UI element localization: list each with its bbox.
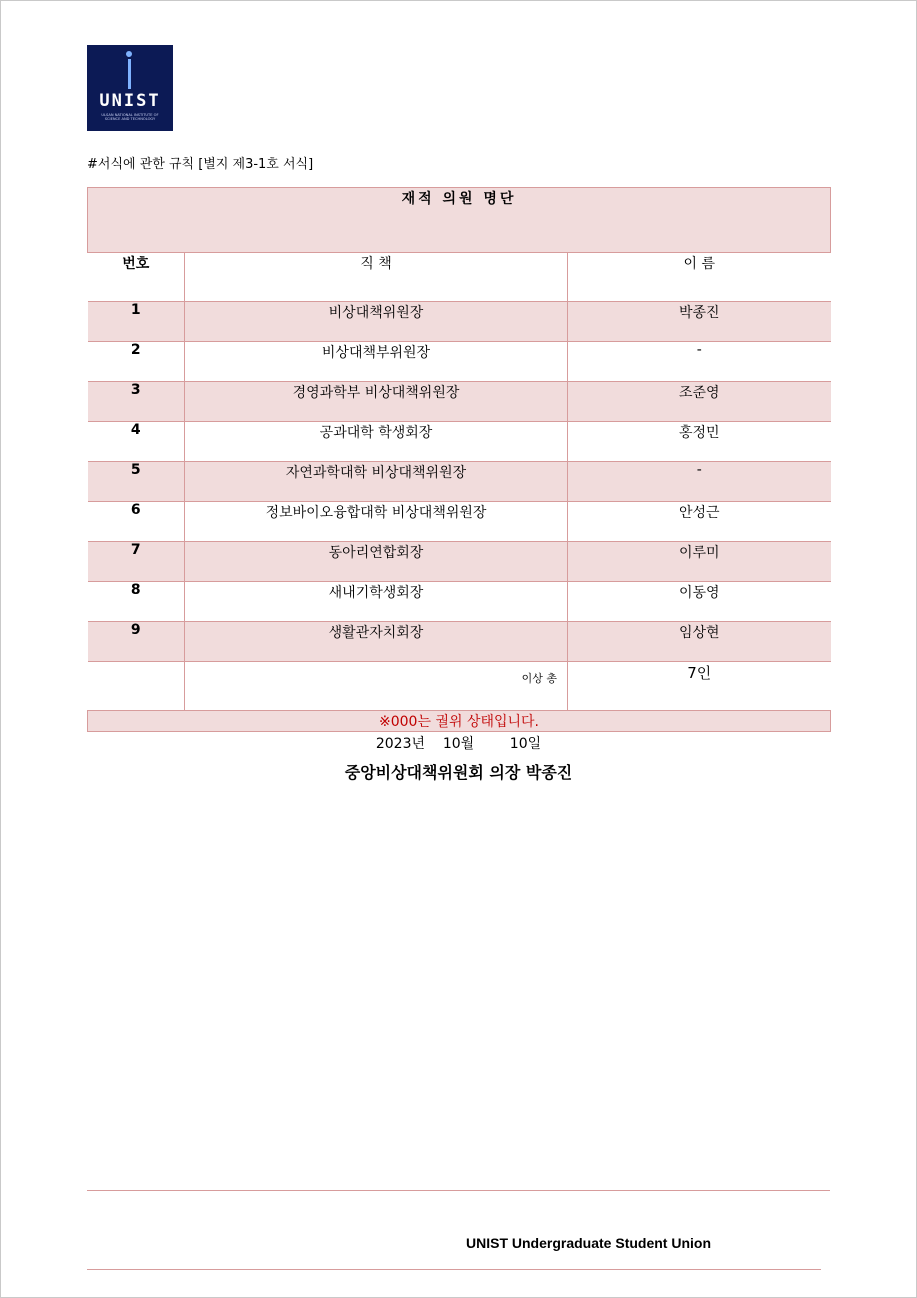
row-number: 3	[88, 382, 185, 422]
vacancy-note-row	[88, 711, 831, 732]
row-position: 공과대학 학생회장	[185, 422, 568, 462]
table-row	[88, 542, 831, 582]
document-title: 재적 의원 명단	[88, 188, 831, 253]
logo-wordmark: UNIST	[99, 91, 161, 111]
row-position: 자연과학대학 비상대책위원장	[185, 462, 568, 502]
row-name: 이루미	[568, 542, 831, 582]
footer-bottom-divider	[87, 1269, 821, 1270]
row-name: 임상현	[568, 622, 831, 662]
table-row	[88, 342, 831, 382]
footer-organization: UNIST Undergraduate Student Union	[466, 1235, 711, 1251]
unist-logo	[87, 45, 173, 131]
table-row	[88, 462, 831, 502]
row-name: 이동영	[568, 582, 831, 622]
row-number: 6	[88, 502, 185, 542]
header-position: 직 책	[185, 253, 568, 302]
header-row	[88, 253, 831, 302]
row-number: 1	[88, 302, 185, 342]
table-row	[88, 382, 831, 422]
title-row	[88, 188, 831, 253]
total-row	[88, 662, 831, 711]
member-roster-table	[87, 187, 831, 732]
row-number: 8	[88, 582, 185, 622]
row-name: 조준영	[568, 382, 831, 422]
table-row	[88, 622, 831, 662]
header-name: 이 름	[568, 253, 831, 302]
row-number: 4	[88, 422, 185, 462]
issue-date	[0, 733, 917, 753]
row-number: 5	[88, 462, 185, 502]
row-position: 비상대책위원장	[185, 302, 568, 342]
header-number: 번호	[88, 253, 185, 302]
total-label: 이상 총	[185, 662, 568, 711]
row-position: 동아리연합회장	[185, 542, 568, 582]
row-name: -	[568, 462, 831, 502]
row-name: 박종진	[568, 302, 831, 342]
date-month: 10월	[442, 736, 475, 752]
date-year: 2023년	[375, 736, 426, 752]
row-number: 2	[88, 342, 185, 382]
row-position: 새내기학생회장	[185, 582, 568, 622]
row-position: 정보바이오융합대학 비상대책위원장	[185, 502, 568, 542]
logo-dot	[126, 51, 132, 57]
footer-divider	[87, 1190, 830, 1191]
table-row	[88, 422, 831, 462]
row-position: 경영과학부 비상대책위원장	[185, 382, 568, 422]
logo-fine-print: ULSAN NATIONAL INSTITUTE OF SCIENCE AND TECHNOLOGY	[101, 113, 159, 121]
total-blank-cell	[88, 662, 185, 711]
row-position: 생활관자치회장	[185, 622, 568, 662]
table-row	[88, 582, 831, 622]
row-position: 비상대책부위원장	[185, 342, 568, 382]
chair-signature: 중앙비상대책위원회 의장 박종진	[344, 763, 573, 782]
row-name: 안성근	[568, 502, 831, 542]
total-count: 7인	[568, 662, 831, 711]
vacancy-note: ※000는 궐위 상태입니다.	[88, 711, 831, 732]
row-number: 7	[88, 542, 185, 582]
date-day: 10일	[509, 736, 542, 752]
table-row	[88, 302, 831, 342]
row-name: 홍정민	[568, 422, 831, 462]
logo-bar	[128, 59, 131, 89]
table-row	[88, 502, 831, 542]
form-reference-note: #서식에 관한 규칙 [별지 제3-1호 서식]	[87, 157, 314, 172]
row-number: 9	[88, 622, 185, 662]
row-name: -	[568, 342, 831, 382]
